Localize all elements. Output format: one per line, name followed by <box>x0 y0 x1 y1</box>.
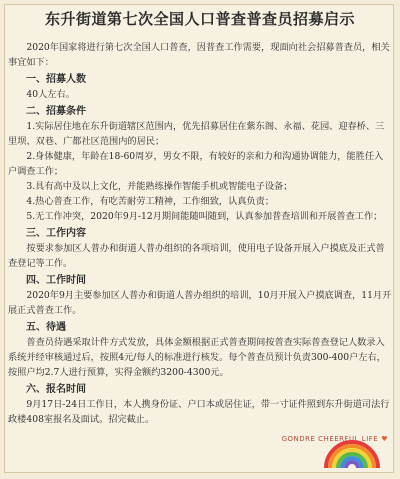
page-title: 东升街道第七次全国人口普查普查员招募启示 <box>44 10 355 28</box>
section-text: 9月17日-24日工作日，本人携身份证、户口本或居住证，带一寸证件照到东升街道司法行政楼408室报名及面试。招完截止。 <box>8 399 390 425</box>
section-heading-conditions: 二、招募条件 <box>26 106 86 117</box>
section-heading-registration: 六、报名时间 <box>26 384 86 395</box>
section-text: 40人左右。 <box>26 89 75 100</box>
document-body <box>8 40 392 427</box>
rainbow-illustration <box>320 418 384 472</box>
section-text: 普查员待遇采取计件方式发放，具体金额根据正式普查期间按普查实际普查登记人数录入系统并经审核通过后，按照4元/每人的标准进行核发。每个普查员预计负责300-400户左右，按照户均2.7人进行预算，实得金额约3200-4300元。 <box>8 337 386 378</box>
brand-text: GONDRE CHEERFUL LIFE <box>281 435 379 443</box>
section-text: 2020年9月主要参加区人普办和街道人普办组织的培训，10月开展入户摸底调查，11月开展正式普查工作。 <box>8 290 392 316</box>
section-heading-compensation: 五、待遇 <box>26 322 66 333</box>
rainbow-icon <box>320 418 384 472</box>
section-heading-recruit-count: 一、招募人数 <box>26 74 86 85</box>
heart-icon: ♥ <box>381 435 388 443</box>
condition-item: 4.热心普查工作，有吃苦耐劳工精神，工作细致，认真负责； <box>26 196 275 207</box>
intro-paragraph: 2020年国家将进行第七次全国人口普查，因普查工作需要，现面向社会招募普查员，相关事宜如下： <box>8 42 390 68</box>
section-heading-work-time: 四、工作时间 <box>26 275 86 286</box>
section-text: 按要求参加区人普办和街道人普办组织的各项培训，使用电子设备开展入户摸底及正式普查登记等工作。 <box>8 243 385 269</box>
condition-item: 3.具有高中及以上文化，并能熟练操作智能手机或智能电子设备； <box>26 181 293 192</box>
condition-item: 5.无工作冲突，2020年9月-12月期间能随叫随到，认真参加普查培训和开展普查工作； <box>26 211 383 222</box>
section-heading-work-content: 三、工作内容 <box>26 228 86 239</box>
condition-item: 1.实际居住地在东升街道辖区范围内，优先招募居住在紫东阁、永福、花园、迎春桥、三里坝、双巷、广都社区范围内的居民； <box>8 121 385 147</box>
condition-item: 2.身体健康，年龄在18-60周岁，男女不限，有较好的亲和力和沟通协调能力，能胜任入户调查工作； <box>8 151 384 177</box>
